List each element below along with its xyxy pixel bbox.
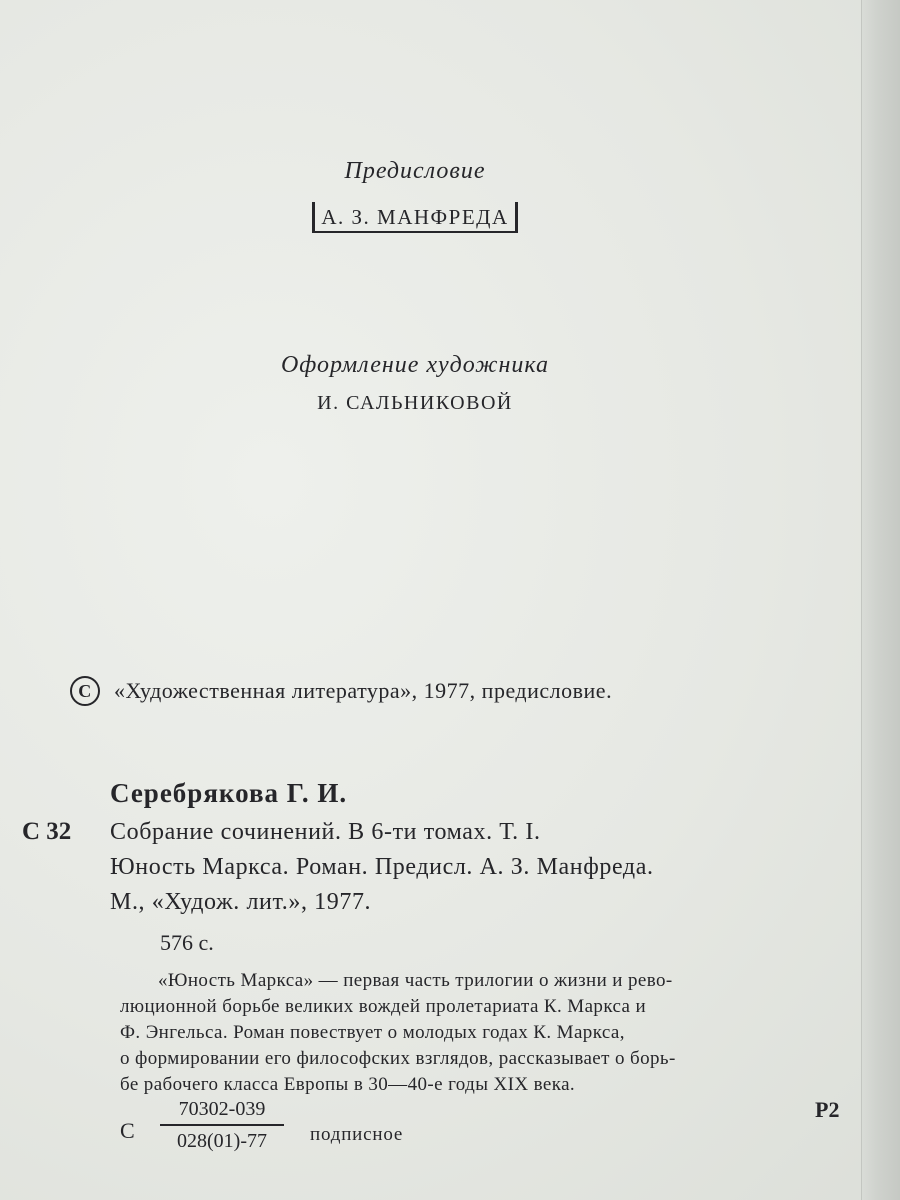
catalog-line: Юность Маркса. Роман. Предисл. А. З. Манфреда. — [110, 854, 654, 880]
catalog-author: Серебрякова Г. И. — [110, 778, 348, 808]
design-artist: И. САЛЬНИКОВОЙ — [317, 392, 513, 414]
copyright-icon: C — [70, 676, 100, 706]
annotation-line: бе рабочего класса Европы в 30—40-е годы XIX века. — [120, 1074, 576, 1095]
fraction-denominator: 028(01)-77 — [177, 1130, 267, 1152]
preface-author: А. З. МАНФРЕДА — [312, 202, 517, 233]
preface-label: Предисловие — [344, 158, 486, 184]
catalog-fraction — [160, 1098, 284, 1153]
annotation-line: «Юность Маркса» — первая часть трилогии о жизни и рево- — [158, 970, 673, 991]
design-label: Оформление художника — [280, 352, 550, 378]
annotation — [120, 968, 850, 1098]
fraction-numerator: 70302-039 — [160, 1098, 284, 1126]
annotation-line: Ф. Энгельса. Роман повествует о молодых годах К. Маркса, — [120, 1022, 625, 1043]
class-code: Р2 — [815, 1097, 840, 1122]
copyright-line — [70, 676, 612, 706]
page-edge — [861, 0, 900, 1200]
annotation-line: о формировании его философских взглядов, рассказывает о борь- — [120, 1048, 676, 1069]
catalog-description — [110, 815, 855, 920]
fraction-prefix: С — [120, 1118, 135, 1143]
catalog-line: Собрание сочинений. В 6-ти томах. Т. I. — [110, 819, 541, 845]
subscription-label: подписное — [310, 1124, 404, 1145]
annotation-line: люционной борьбе великих вождей пролетариата К. Маркса и — [120, 996, 647, 1017]
catalog-line: М., «Худож. лит.», 1977. — [110, 889, 372, 915]
catalog-index-code: С 32 — [22, 818, 72, 845]
catalog-pages: 576 с. — [160, 930, 214, 955]
copyright-text: «Художественная литература», 1977, предисловие. — [114, 678, 613, 703]
